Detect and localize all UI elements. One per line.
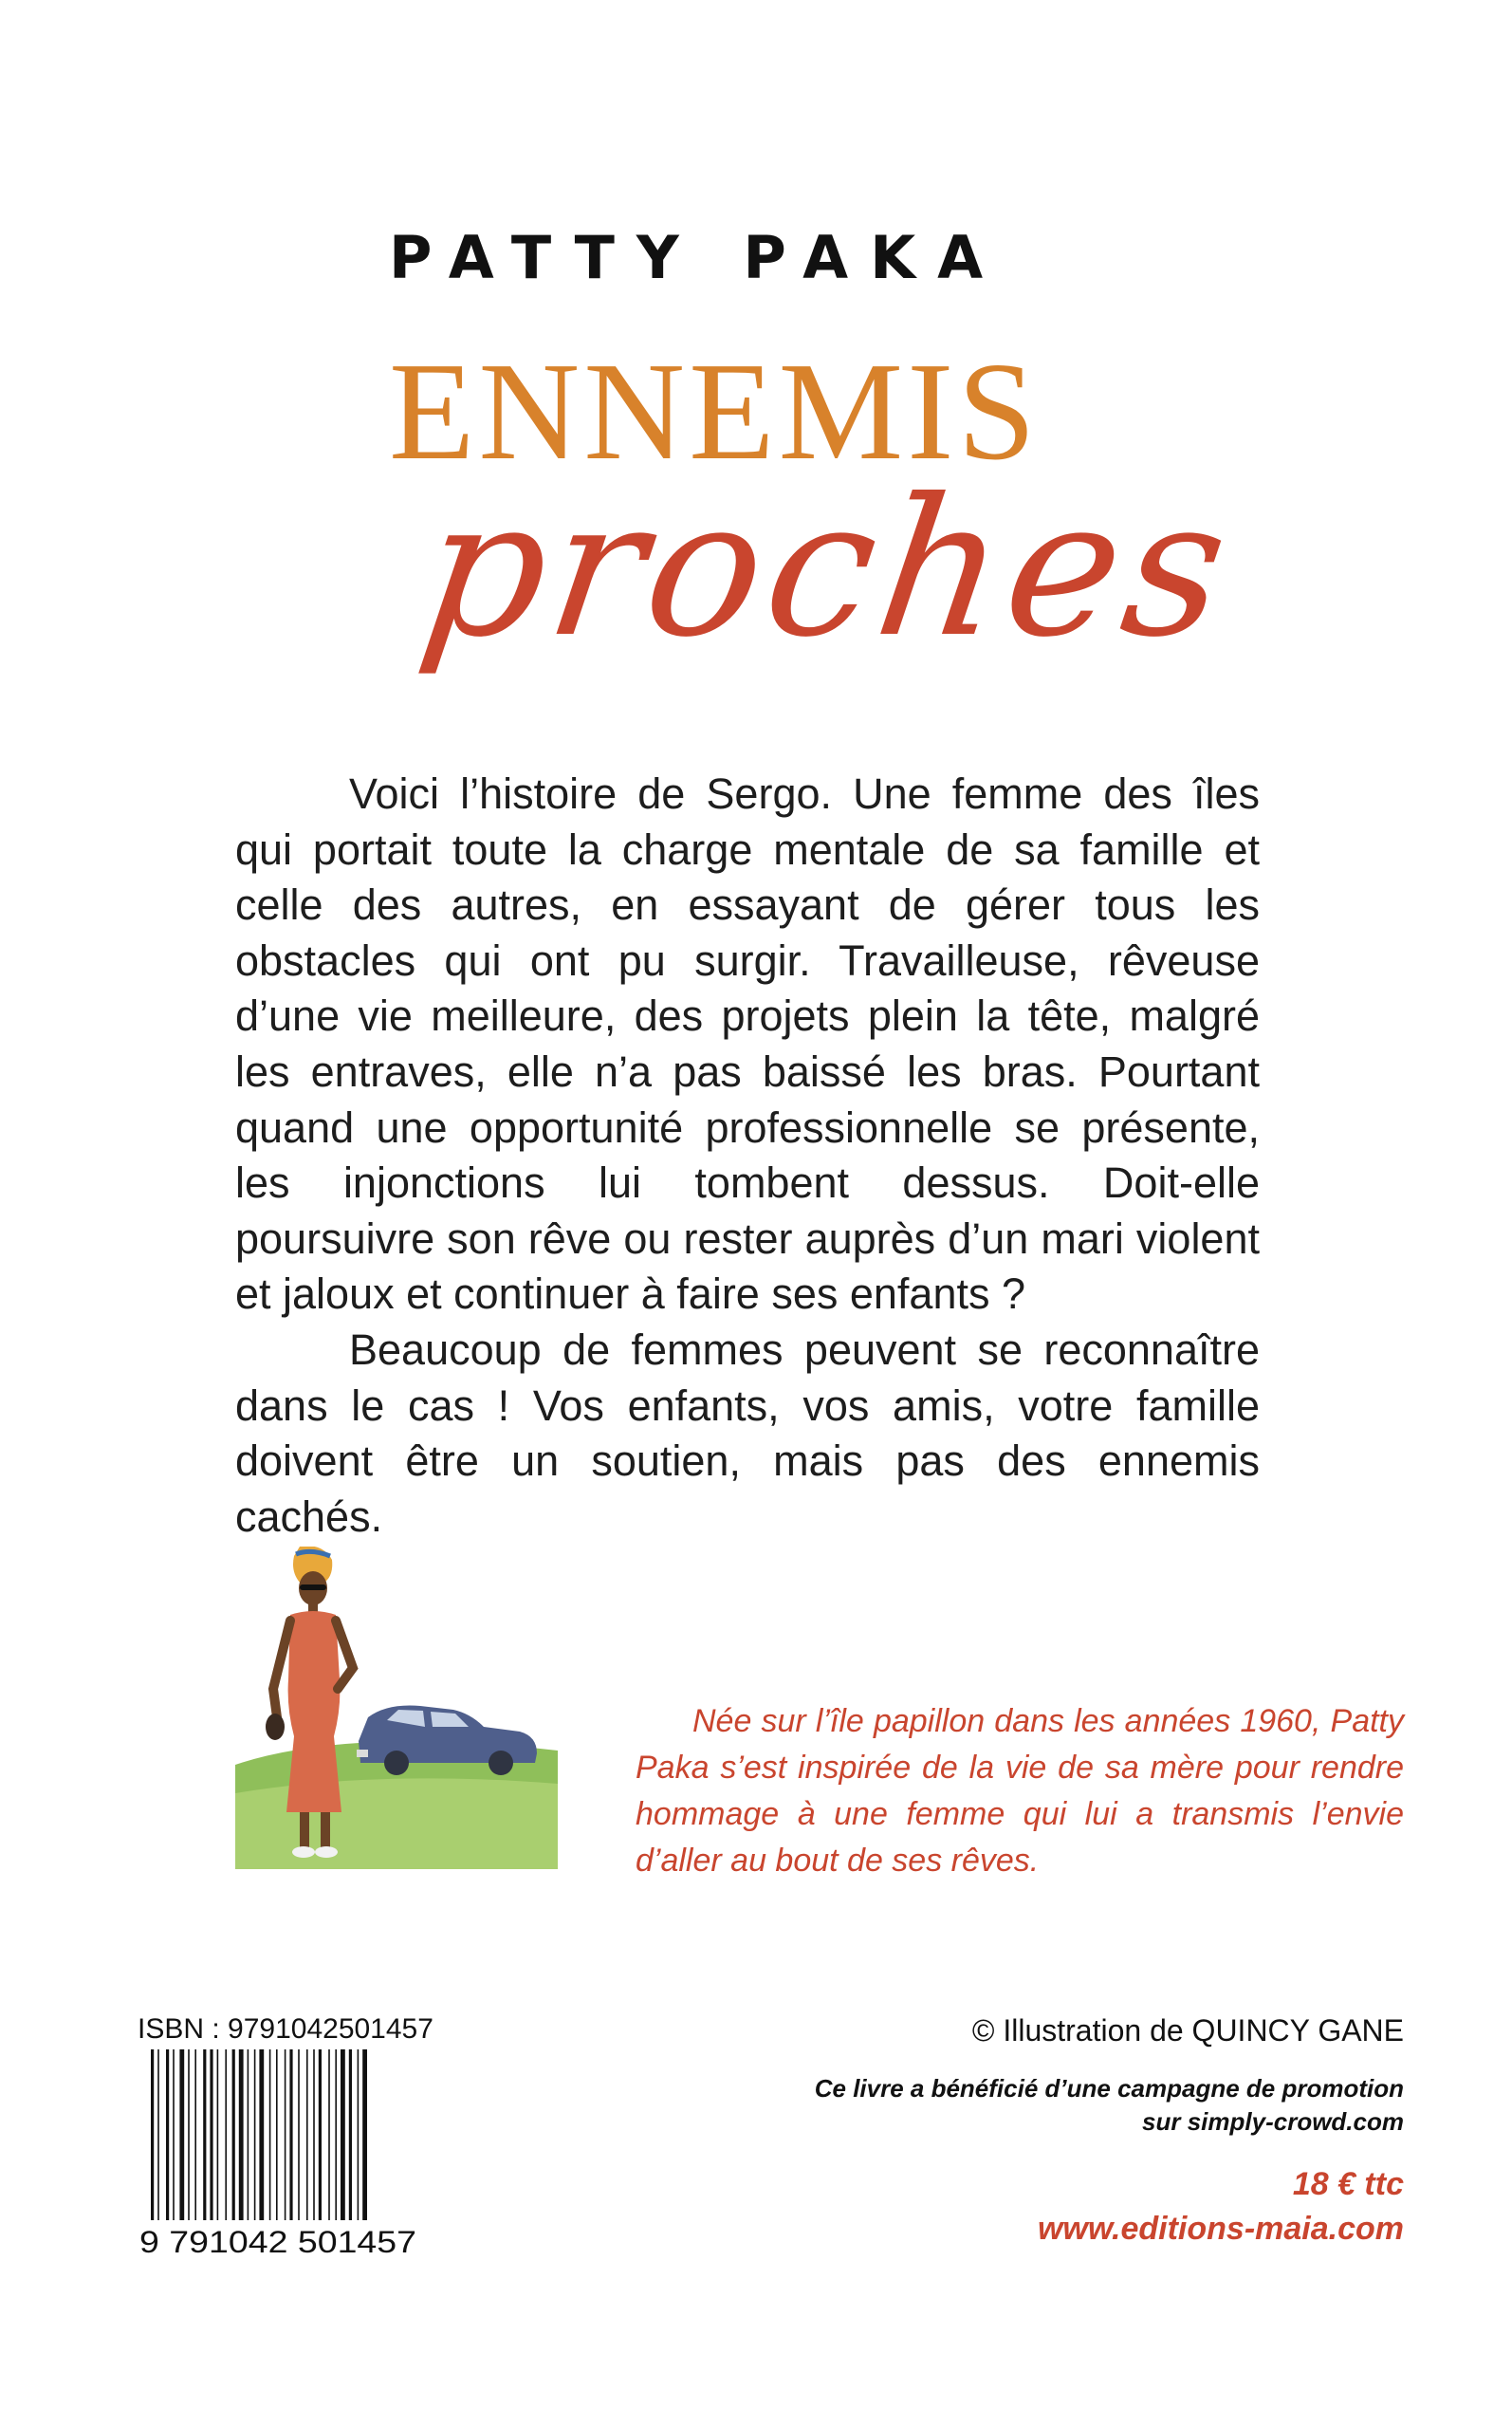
illustration-credit: © Illustration de QUINCY GANE xyxy=(971,2013,1404,2048)
book-title-main: ENNEMIS xyxy=(389,334,1040,490)
author-bio xyxy=(636,1698,1404,1884)
barcode-bar xyxy=(328,2049,330,2220)
barcode-bars xyxy=(151,2049,367,2220)
barcode-bar xyxy=(276,2049,278,2220)
barcode-bar xyxy=(188,2049,190,2220)
barcode-bar xyxy=(254,2049,256,2220)
barcode-bar xyxy=(225,2049,227,2220)
synopsis-paragraph-1: Voici l’histoire de Sergo. Une femme des îles qui portait toute la charge mentale de sa famille et celle des autres, en essayant de gérer tous les obstacles qui ont pu surgir. Travailleuse, rêveuse d’une vie meilleure, des projets plein la tête, malgré les entraves, elle n’a pas baissé les bras. Pourtant quand une opportunité professionnelle se présente, les injonctions lui tombent dessus. Doit-elle poursuivre son rêve ou rester auprès d’un mari violent et jaloux et continuer à faire ses enfants ? xyxy=(235,769,1260,1319)
book-title-script: proches xyxy=(409,458,1245,679)
barcode xyxy=(138,2049,422,2258)
promo-line-2: sur simply-crowd.com xyxy=(1142,2107,1404,2136)
barcode-bar xyxy=(289,2049,292,2220)
barcode-bar xyxy=(203,2049,206,2220)
barcode-bar xyxy=(349,2049,352,2220)
barcode-digits: 9 791042 501457 xyxy=(139,2225,416,2258)
barcode-bar xyxy=(362,2049,367,2220)
barcode-bar xyxy=(157,2049,159,2220)
barcode-bar xyxy=(151,2049,154,2220)
barcode-bar xyxy=(341,2049,345,2220)
barcode-bar xyxy=(179,2049,184,2220)
barcode-bar xyxy=(319,2049,322,2220)
barcode-bar xyxy=(358,2049,360,2220)
barcode-bar xyxy=(217,2049,219,2220)
barcode-bar xyxy=(306,2049,308,2220)
author-name: PATTY PAKA xyxy=(389,223,1005,292)
barcode-bar xyxy=(239,2049,244,2220)
barcode-bar xyxy=(248,2049,249,2220)
barcode-bar xyxy=(313,2049,315,2220)
barcode-bar xyxy=(173,2049,175,2220)
barcode-bar xyxy=(298,2049,300,2220)
barcode-bar xyxy=(166,2049,169,2220)
barcode-bar xyxy=(210,2049,212,2220)
barcode-bar xyxy=(335,2049,337,2220)
isbn-label: ISBN : 9791042501457 xyxy=(138,2013,433,2045)
promo-line-1: Ce livre a bénéficié d’une campagne de promotion xyxy=(814,2074,1404,2103)
barcode-bar xyxy=(285,2049,286,2220)
barcode-bar xyxy=(269,2049,271,2220)
publisher-website: www.editions-maia.com xyxy=(1037,2211,1404,2247)
barcode-bar xyxy=(194,2049,196,2220)
price: 18 € ttc xyxy=(1292,2166,1404,2202)
synopsis-paragraph-2: Beaucoup de femmes peuvent se reconnaître dans le cas ! Vos enfants, vos amis, votre famille doivent être un soutien, mais pas des ennemis cachés. xyxy=(235,1325,1260,1541)
barcode-bar xyxy=(259,2049,264,2220)
synopsis xyxy=(235,767,1260,1545)
woman-with-car-illustration xyxy=(235,1547,558,1869)
barcode-bar xyxy=(232,2049,235,2220)
author-bio-text: Née sur l’île papillon dans les années 1960, Patty Paka s’est inspirée de la vie de sa mère pour rendre hommage à une femme qui lui a transmis l’envie d’aller au bout de ses rêves. xyxy=(636,1703,1404,1879)
